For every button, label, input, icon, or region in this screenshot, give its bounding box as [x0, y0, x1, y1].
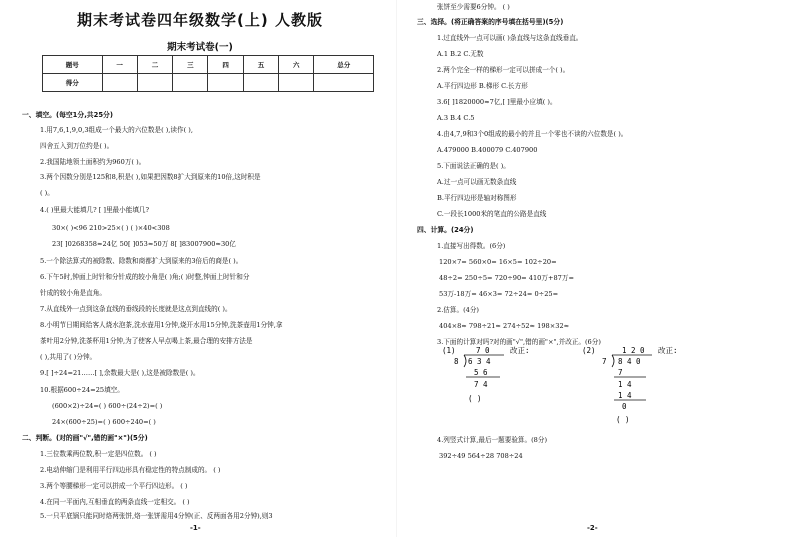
score-cell: 题号 [43, 56, 103, 74]
question-line: 1.用7,6,1,9,0,3组成一个最大的六位数是( ),读作( ), [40, 126, 193, 134]
question-line: 1.三位数乘两位数,积一定是四位数。 ( ) [40, 450, 157, 458]
long-division-1 [442, 344, 562, 410]
score-cell [137, 74, 172, 92]
score-cell: 二 [137, 56, 172, 74]
calc-row: 120×7= 560×0= 16×5= 102÷20= [439, 258, 557, 266]
question-line: 2.两个完全一样的梯形一定可以拼成一个( )。 [437, 66, 570, 74]
subtract-line: 7 [618, 368, 623, 377]
score-cell: 五 [243, 56, 278, 74]
option-line: A.过一点可以画无数条直线 [437, 178, 517, 186]
section-heading: 三、选择。(将正确答案的序号填在括号里)(5分) [417, 18, 564, 26]
option-line: C.一段长1000米的笔直的公路是直线 [437, 210, 547, 218]
question-line: 1.直接写出得数。(6分) [437, 242, 506, 250]
question-line: 针成的较小角是直角。 [40, 289, 106, 297]
question-line: 24×(600÷25)=( ) 600÷240=( ) [52, 418, 156, 426]
score-cell [208, 74, 243, 92]
question-line: ( ),共用了( )分钟。 [40, 353, 97, 361]
long-division-2 [582, 344, 722, 428]
score-table [42, 55, 374, 92]
subtract-line: 1 4 [618, 380, 632, 389]
score-cell: 得分 [43, 74, 103, 92]
question-line: 9.[ ]÷24=21……[ ],余数最大是( ),这是被除数是( )。 [40, 369, 200, 377]
section-heading: 二、判断。(对的画"√",错的画"×")(5分) [22, 434, 148, 442]
score-cell [173, 74, 208, 92]
dividend: 8 4 0 [618, 357, 641, 366]
subtract-line: 1 4 [618, 391, 632, 400]
calc-row: 48÷2= 250÷5= 720÷90= 410万+87万= [439, 274, 574, 282]
option-line: A.平行四边形 B.梯形 C.长方形 [437, 82, 528, 90]
question-line: 四舍五入到万位约是( )。 [40, 142, 114, 150]
question-line: 10.根据600÷24=25填空。 [40, 386, 124, 394]
page-number: -1- [190, 524, 201, 532]
dividend: 6 3 4 [468, 357, 491, 366]
calc-row: 53万-18万= 46×3= 72÷24= 0÷25= [439, 290, 559, 298]
question-line: 5.下面说法正确的是( )。 [437, 162, 510, 170]
calc-label: (2) [582, 346, 596, 355]
answer-blank: ( ) [468, 394, 482, 403]
score-cell: 总分 [314, 56, 374, 74]
score-table-score-row [43, 74, 374, 92]
calc-label: (1) [442, 346, 456, 355]
score-cell [102, 74, 137, 92]
question-line: 5.一只平底锅只能同时烙两张饼,烙一张饼需用4分钟(正、反两面各用2分钟),则3 [40, 512, 273, 520]
calc-row: 392÷49 564÷28 708÷24 [439, 452, 523, 460]
question-line: 茶叶用2分钟,洗茶杯用1分钟,为了使客人早点喝上茶,最合理的安排方法是 [40, 337, 253, 345]
question-line: 2.我国陆地领土面积约为960万( )。 [40, 158, 146, 166]
question-line: 4.( )里最大能填几? [ ]里最小能填几? [40, 206, 150, 214]
quotient: 7 0 [476, 346, 490, 355]
subtract-line: 5 6 [474, 368, 488, 377]
divisor: 7 [602, 357, 607, 366]
score-cell: 六 [279, 56, 314, 74]
question-line: 6.下午5时,钟面上时针和分针成的较小角是( )角;( )时整,钟面上时针和分 [40, 273, 250, 281]
question-line: 30×( )<96 210>25×( ) ( )×40<308 [52, 224, 170, 232]
score-cell [314, 74, 374, 92]
correction-label: 改正: [510, 346, 530, 355]
remainder-line: 0 [622, 402, 627, 411]
option-line: A.1 B.2 C.无数 [437, 50, 484, 58]
question-line: 张饼至少需要6分钟。 ( ) [437, 3, 510, 11]
calc-row: 404×8≈ 798÷21≈ 274÷52≈ 198×32≈ [439, 322, 570, 330]
question-line: 3.两个等腰梯形一定可以拼成一个平行四边形。 ( ) [40, 482, 188, 490]
question-line: 3.6[ ]1820000≈7亿,[ ]里最小应填( )。 [437, 98, 557, 106]
correction-label: 改正: [658, 346, 678, 355]
section-heading: 四、计算。(24分) [417, 226, 474, 234]
score-cell: 一 [102, 56, 137, 74]
question-line: 8.小明节日期间给客人烧水泡茶,洗水壶用1分钟,烧开水用15分钟,洗茶壶用1分钟,拿 [40, 321, 283, 329]
question-line: 5.一个除法算式的被除数、除数和商都扩大到原来的3倍后的商是( )。 [40, 257, 243, 265]
question-line: 23[ ]0268358≈24亿 50[ ]053≈50万 8[ ]83007900≈30亿 [52, 240, 236, 248]
division-bracket [464, 355, 466, 367]
question-line: 4.列竖式计算,最后一题要验算。(8分) [437, 436, 548, 444]
score-cell: 四 [208, 56, 243, 74]
option-line: B.平行四边形是轴对称图形 [437, 194, 517, 202]
right-page [397, 0, 794, 537]
question-line: 7.从直线外一点到这条直线的垂线段的长度就是这点到直线的( )。 [40, 305, 232, 313]
score-cell: 三 [173, 56, 208, 74]
question-line: 4.在同一平面内,互相垂直的两条直线一定相交。 ( ) [40, 498, 190, 506]
question-line: 4.由4,7,9和3个0组成的最小的并且一个零也不读的六位数是( )。 [437, 130, 628, 138]
question-line: 2.估算。(4分) [437, 306, 480, 314]
question-line: ( )。 [40, 189, 54, 197]
divisor: 8 [454, 357, 459, 366]
section-heading: 一、填空。(每空1分,共25分) [22, 111, 113, 119]
page-number: -2- [587, 524, 598, 532]
option-line: A.479000 B.400079 C.407900 [437, 146, 538, 154]
division-bracket [612, 355, 614, 367]
exam-subtitle: 期末考试卷(一) [167, 42, 233, 53]
remainder-line: 7 4 [474, 380, 488, 389]
score-table-header-row [43, 56, 374, 74]
quotient: 1 2 0 [622, 346, 645, 355]
exam-title: 期末考试卷四年级数学(上) 人教版 [77, 11, 323, 29]
score-cell [279, 74, 314, 92]
question-line: 3.两个因数分别是125和8,积是( ),如果把因数8扩大到原来的10倍,这时积是 [40, 173, 261, 181]
option-line: A.3 B.4 C.5 [437, 114, 475, 122]
answer-blank: ( ) [616, 415, 630, 424]
score-cell [243, 74, 278, 92]
question-line: 3.下面的计算对吗?对的画"√",错的画"×",并改正。(6分) [437, 338, 601, 346]
question-line: (600×2)÷24=( ) 600÷(24÷2)=( ) [52, 402, 163, 410]
question-line: 1.过直线外一点可以画( )条直线与这条直线垂直。 [437, 34, 583, 42]
question-line: 2.电动伸缩门是利用平行四边形具有稳定性的特点制成的。 ( ) [40, 466, 221, 474]
